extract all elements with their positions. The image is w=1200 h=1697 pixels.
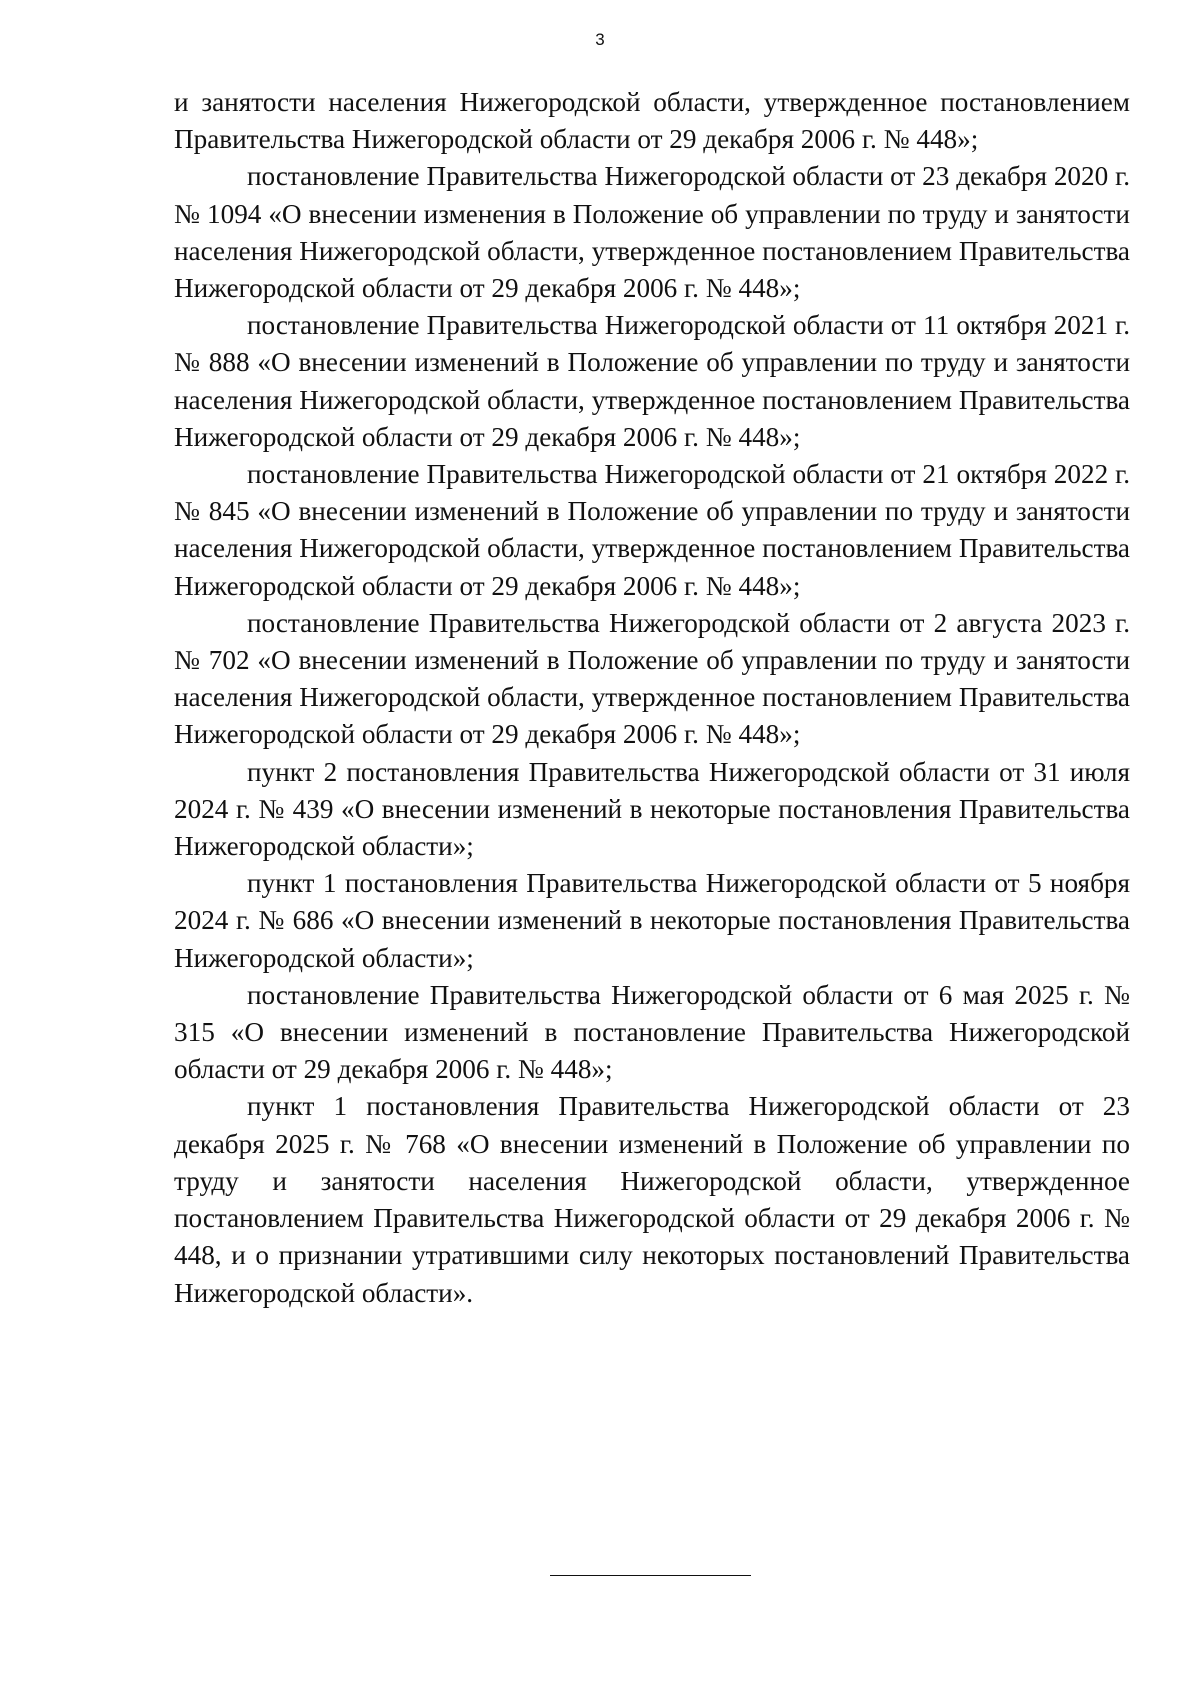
paragraph: пункт 2 постановления Правительства Нижегородской области от 31 июля 2024 г. № 439 «О внесении изменений в некоторые постановления Правительства Нижегородской области»;: [174, 756, 1130, 862]
paragraph: постановление Правительства Нижегородской области от 23 декабря 2020 г. № 1094 «О внесении изменения в Положение об управлении по труду и занятости населения Нижегородской области, утвержденное постановлением Правительства Нижегородской области от 29 декабря 2006 г. № 448»;: [174, 161, 1130, 304]
paragraph: постановление Правительства Нижегородской области от 6 мая 2025 г. № 315 «О внесении изменений в постановление Правительства Нижегородской области от 29 декабря 2006 г. № 448»;: [174, 979, 1130, 1085]
paragraph: пункт 1 постановления Правительства Нижегородской области от 23 декабря 2025 г. № 768 «О внесении изменений в Положение об управлении по труду и занятости населения Нижегородской области, утвержденное постановлением Правительства Нижегородской области от 29 декабря 2006 г. № 448, и о признании утратившими силу некоторых постановлений Правительства Нижегородской области».: [174, 1091, 1130, 1308]
paragraph: постановление Правительства Нижегородской области от 2 августа 2023 г. № 702 «О внесении изменений в Положение об управлении по труду и занятости населения Нижегородской области, утвержденное постановлением Правительства Нижегородской области от 29 декабря 2006 г. № 448»;: [174, 607, 1130, 750]
document-body: [174, 84, 1130, 1312]
paragraph: постановление Правительства Нижегородской области от 21 октября 2022 г. № 845 «О внесении изменений в Положение об управлении по труду и занятости населения Нижегородской области, утвержденное постановлением Правительства Нижегородской области от 29 декабря 2006 г. № 448»;: [174, 459, 1130, 601]
end-of-document-rule: [550, 1575, 751, 1576]
paragraph: пункт 1 постановления Правительства Нижегородской области от 5 ноября 2024 г. № 686 «О внесении изменений в некоторые постановления Правительства Нижегородской области»;: [174, 868, 1130, 973]
paragraph: и занятости населения Нижегородской области, утвержденное постановлением Правительства Нижегородской области от 29 декабря 2006 г. № 448»;: [174, 87, 1130, 155]
paragraph: постановление Правительства Нижегородской области от 11 октября 2021 г. № 888 «О внесении изменений в Положение об управлении по труду и занятости населения Нижегородской области, утвержденное постановлением Правительства Нижегородской области от 29 декабря 2006 г. № 448»;: [174, 310, 1130, 452]
page-number: 3: [595, 30, 605, 49]
